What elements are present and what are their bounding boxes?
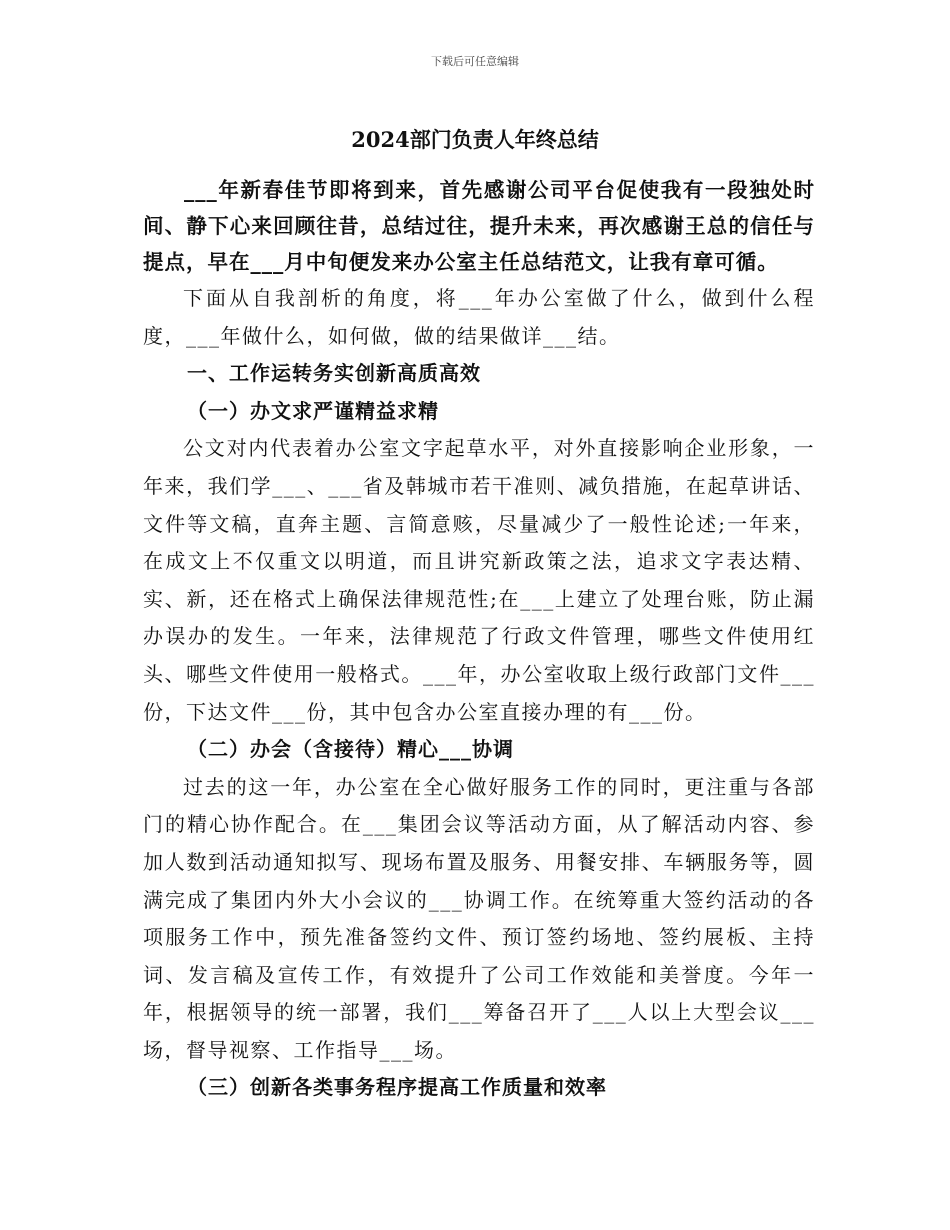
section-heading-1: 一、工作运转务实创新高质高效 — [187, 361, 481, 386]
document-body — [143, 172, 815, 1107]
document-title: 2024部门负责人年终总结 — [351, 127, 599, 152]
subsection-paragraph-1: 公文对内代表着办公室文字起草水平，对外直接影响企业形象，一年来，我们学___、___省及韩城市若干准则、减负措施，在起草讲话、文件等文稿，直奔主题、言简意赅，尽量减少了一般性论述;一年来，在成文上不仅重文以明道，而且讲究新政策之法，追求文字表达精、实、新，还在格式上确保法律规范性;在___上建立了处理台账，防止漏办误办的发生。一年来，法律规范了行政文件管理，哪些文件使用红头、哪些文件使用一般格式。___年，办公室收取上级行政部门文件___份，下达文件___份，其中包含办公室直接办理的有___份。 — [143, 436, 815, 724]
intro-bold-paragraph: ___年新春佳节即将到来，首先感谢公司平台促使我有一段独处时间、静下心来回顾往昔，总结过往，提升未来，再次感谢王总的信任与提点，早在___月中旬便发来办公室主任总结范文，让我有章可循。 — [143, 178, 815, 274]
intro-paragraph: 下面从自我剖析的角度，将___年办公室做了什么，做到什么程度，___年做什么，如何做，做的结果做详___结。 — [143, 286, 815, 348]
header-note: 下载后可任意编辑 — [431, 55, 519, 68]
subsection-paragraph-2: 过去的这一年，办公室在全心做好服务工作的同时，更注重与各部门的精心协作配合。在___集团会议等活动方面，从了解活动内容、参加人数到活动通知拟写、现场布置及服务、用餐安排、车辆服务等，圆满完成了集团内外大小会议的___协调工作。在统筹重大签约活动的各项服务工作中，预先准备签约文件、预订签约场地、签约展板、主持词、发言稿及宣传工作，有效提升了公司工作效能和美誉度。今年一年，根据领导的统一部署，我们___筹备召开了___人以上大型会议___场，督导视察、工作指导___场。 — [143, 774, 815, 1062]
subsection-heading-2: （二）办会（含接待）精心___协调 — [187, 737, 514, 762]
subsection-heading-1: （一）办文求严谨精益求精 — [187, 398, 439, 423]
subsection-heading-3: （三）创新各类事务程序提高工作质量和效率 — [187, 1075, 607, 1100]
